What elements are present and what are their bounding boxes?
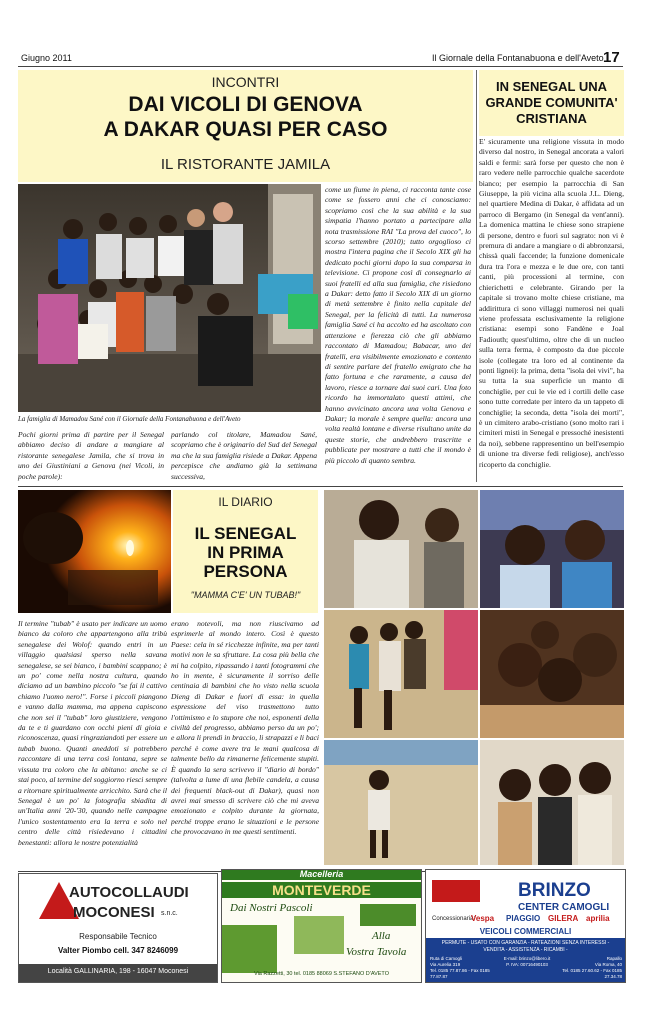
article2-title-line1: IL SENEGAL xyxy=(194,524,297,543)
article1-header xyxy=(18,70,473,182)
ad1-name-line2: MOCONESI xyxy=(73,904,155,921)
article2-kicker: IL DIARIO xyxy=(218,495,273,509)
article2-subtitle: "MAMMA C'E' UN TUBAB!" xyxy=(190,590,301,600)
children-photo-1 xyxy=(324,490,478,608)
children-photo-6-illustration xyxy=(480,740,624,865)
ad2-line2: MONTEVERDE xyxy=(272,882,371,898)
page-number: 17 xyxy=(603,49,620,66)
article2-header xyxy=(173,490,318,613)
ad-autocollaudi[interactable] xyxy=(18,873,218,983)
ad-macelleria[interactable] xyxy=(221,869,422,983)
sidebar-title-line2: GRANDE COMUNITA' xyxy=(485,95,618,110)
ad2-address: Via Razzetti, 30 tel. 0185 88069 S.STEFANO D'AVETO xyxy=(254,971,389,977)
issue-date: Giugno 2011 xyxy=(21,53,72,63)
ad1-suffix: s.n.c. xyxy=(161,910,178,917)
sidebar-title-line1: IN SENEGAL UNA xyxy=(496,79,607,94)
children-photo-2 xyxy=(480,490,624,608)
ad3-col3: Rapallo Via Roma, 40 Tel. 0185 27.60.62 - Fax 0185 27.34.78 xyxy=(562,956,622,979)
ad3-maker-3: GILERA xyxy=(548,914,579,923)
sidebar-title-line3: CRISTIANA xyxy=(516,111,587,126)
children-photo-3 xyxy=(324,610,478,738)
article1-title-line2: A DAKAR QUASI PER CASO xyxy=(103,118,388,141)
ad3-services-line1: PERMUTE - USATO CON GARANZIA - RATEAZIONI SENZA INTERESSI - xyxy=(441,940,610,946)
family-photo xyxy=(18,184,321,412)
children-photo-4-illustration xyxy=(480,610,624,738)
ad3-services-line2: VENDITA - ASSISTENZA - RICAMBI - xyxy=(483,947,568,953)
children-photo-5 xyxy=(324,740,478,865)
ad1-address: Località GALLINARIA, 198 - 16047 Moconesi xyxy=(47,968,189,975)
ad3-maker-4: aprilia xyxy=(586,914,610,923)
ad1-contact: Valter Piombo cell. 347 8246099 xyxy=(57,946,179,955)
children-photo-4 xyxy=(480,610,624,738)
ad2-line5: Vostra Tavola xyxy=(346,946,407,958)
ad2-line3: Dai Nostri Pascoli xyxy=(230,902,313,914)
ad1-name-line1: AUTOCOLLAUDI xyxy=(69,884,189,901)
family-photo-illustration xyxy=(18,184,321,412)
column-divider xyxy=(476,70,477,482)
sidebar-body: E' sicuramente una religione vissuta in modo diverso dal nostro, in Senegal ancorata a valori saldi e fermi: sarà forse per questo che non è raro vedere nelle parrocchie qualche sacerdote bianco; per esempio la parrocchia di San Giuseppe, la più vicina alla scuola J.L. Dieng, nel quartiere Medina di Dakar, è affidata ad un parroco di Bergamo (in Senegal da vent'anni). La domenica mattina le chiese sono strapiene di persone, dentro e fuori sul sagrato: non vi è premura di andare a mangiare o di abbronzarsi, chissà quali faccende; la funzione domenicale dura tra l'ora e mezza e le due ore, con tanti canti, più processioni al termine, con chierichetti e celebrante. Girando per la capitale si trovano molte chiese cristiane, ma addirittura ci sono villaggi numerosi nei quali viene professata esclusivamente la religione cristiana: esempi sono Fandène e Joal Fadiouth; quest'ultimo, oltre che di un nucleo sulla terra ferma, è composto da due piccole isole (collegate tra loro ed al continente da ponti lignei): la prima, detta "isola dei vivi", ha su tutta la sua superficie un manto di conchiglie, per cui le vie ed i cortili delle case sono tutte corredate per intero da un tappeto di conchiglie; la seconda, detta "isola dei morti", è un cimitero arabo-cristiano (sono molto rari i cimiteri misti in Senegal e pressoché inesistenti da noi), sebbene rappresentino un bell'esempio di unione tra diverse fedi religiose), anch'esso ricoperto da conchiglie. xyxy=(479,137,624,469)
candle-illustration xyxy=(18,490,171,613)
article1-col-left: Pochi giorni prima di partire per il Senegal abbiamo deciso di andare a mangiare al ristorante senegalese Jamila, che si trova in uno dei Giustiniani a Genova (nei Vicoli, in poche parole): xyxy=(18,430,164,481)
ad2-line1: Macelleria xyxy=(299,869,344,879)
article1-title-line1: DAI VICOLI DI GENOVA xyxy=(128,93,363,116)
newspaper-name: Il Giornale della Fontanabuona e dell'Aveto xyxy=(432,53,604,63)
article2-title-line3: PERSONA xyxy=(203,562,288,581)
ad2-line4: Alla xyxy=(372,930,391,942)
children-photo-6 xyxy=(480,740,624,865)
children-photo-5-illustration xyxy=(324,740,478,865)
ad3-col1: Ruta di Camogli Via Aurelia 319 Tel. 0185 77.87.86 - Fax 0185 77.87.87 xyxy=(430,956,490,979)
children-photo-2-illustration xyxy=(480,490,624,608)
section-rule xyxy=(18,486,623,487)
children-photo-1-illustration xyxy=(324,490,478,608)
article1-col-right: come un fiume in piena, ci racconta tante cose come se fossero anni che ci conosciamo: scopriamo così che la sua abilità e la sua simpatia l'hanno portato a partecipare alla nota trasmissione RAI "La prova del cuoco", lo scorso settembre (2010); tutto orgoglioso ci mostra l'intera pagina che il Secolo XIX gli ha dedicato pochi giorni dopo la sua comparsa in televisione. Ci propone così di consegnarlo ai suoi fratelli ed alla sua famiglia, che risiedono a Dakar: detto fatto il Secolo XIX di un giorno di metà settembre è finito nella capitale del Senegal, per la felicità di tutti. La numerosa famiglia Sané ci ha accolto ed ha ascoltato con attenzione e fierezza ciò che gli abbiamo raccontato di Mamadou; Babacar, uno dei fratelli, era visibilmente emozionato e contento di sentire parlare del fratello emigrato che ha fatto fortuna e che raramente, a causa del lavoro, riesce a tornare dai suoi cari. Una foto ricordo ha immortalato questi attimi, che hanno avvicinato ancora una volta Genova e Dakar; la morale è sempre quella: ancora una volta realtà lontane e diverse risultano unite da queste storie, che andrebbero trascritte e pubblicate per mostrare a tutti che il mondo è più piccolo di quanto sembra. xyxy=(325,185,471,465)
article1-kicker: INCONTRI xyxy=(211,74,280,90)
ad3-dealer: Concessionaria: xyxy=(432,916,476,922)
ad3-category: VEICOLI COMMERCIALI xyxy=(479,927,572,936)
ad-brinzo[interactable] xyxy=(425,869,626,983)
sidebar-header xyxy=(479,70,624,136)
ad3-col2: E-mail: brinzo@libero.it P. IVA: 00716490103 xyxy=(503,956,551,967)
article1-subtitle: IL RISTORANTE JAMILA xyxy=(160,156,331,173)
ad3-sub: CENTER CAMOGLI xyxy=(518,902,610,913)
article2-col-right: erano notevoli, ma non riuscivamo ad esprimerle al mondo intero. Così è questo Paese: cela in sé ricchezze infinite, ma per tanti motivi non le sa sfruttare. La cosa più bella che mi ha colpito, ripassando i tanti fotogrammi che ho in mente, è sicuramente il sorriso delle centinaia di bambini che ho visto nella scuola Dieng di Dakar e fuori di essa: in quella espressione del viso trasmettono tutto l'ottimismo e lo stupore che noi, esponenti della civiltà del progresso, abbiamo perso da un po'; e allora li prendi in braccio, li strapazzi e li baci perché è come avere tra le mani qualcosa di talmente bello da rimanerne felicemente stupiti. È quando la sera scrivevo il "diario di bordo" (talvolta a lume di una flebile candela, a causa dei frequenti black-out di Dakar), quasi non avrei mai smesso di scrivere ciò che mi aveva emozionato e colpito durante la giornata, perché troppe erano le situazioni e le persone che provocavano in me questi sentimenti. xyxy=(171,619,319,837)
ad3-brand: BRINZO xyxy=(518,880,591,901)
header-rule xyxy=(18,66,623,67)
family-photo-caption: La famiglia di Mamadou Sané con il Giornale della Fontanabuona e dell'Aveto xyxy=(18,415,241,423)
candle-photo xyxy=(18,490,171,613)
article2-title-line2: IN PRIMA xyxy=(207,543,284,562)
article2-col-left: Il termine "tubab" è usato per indicare un uomo bianco da coloro che appartengono alla tribù senegalese dei Wolof: quando entri in un villaggio qualsiasi sperso nella savana senegalese, se sei bianco, i bambini scappano; è un po' come nella nostra cultura, quando diciamo ad un bambino piccolo "se fai il cattivo chiamo l'uomo nero!". Forse i piccoli piangono e vanno dalla mamma, ma appena capiscono che non sei il "tubab" loro giustiziere, vengono da te e ti guardano con occhi pieni di gioia e riconoscenza, quasi ringraziandoti per essere un tubab buono. Quanti aneddoti si potrebbero raccontare di una terra così lontana, sepre se vissuta tra coloro che la abitano: anche se ci stai poco, al termine del soggiorno riesci sempre a ritornare spiritualmente arricchito. Sarà che il Senegal è un po' la fotografia sbiadita di un'Italia anni '20-'30, quando nelle campagne l'unico sostentamento era la terra e solo nel centro delle città risiedevano i cittadini benestanti: allora le nostre potenzialità xyxy=(18,619,167,847)
children-photo-3-illustration xyxy=(324,610,478,738)
ad3-maker-2: PIAGGIO xyxy=(506,914,541,923)
article1-col-mid: parlando col titolare, Mamadou Sané, scopriamo che è originario del Sud del Senegal ma che la sua famiglia risiede a Dakar. Appena percepisce che andiamo già la settimana successiva, xyxy=(171,430,317,481)
ad3-maker-1: Vespa xyxy=(471,914,495,923)
ad1-role: Responsabile Tecnico xyxy=(79,932,157,941)
